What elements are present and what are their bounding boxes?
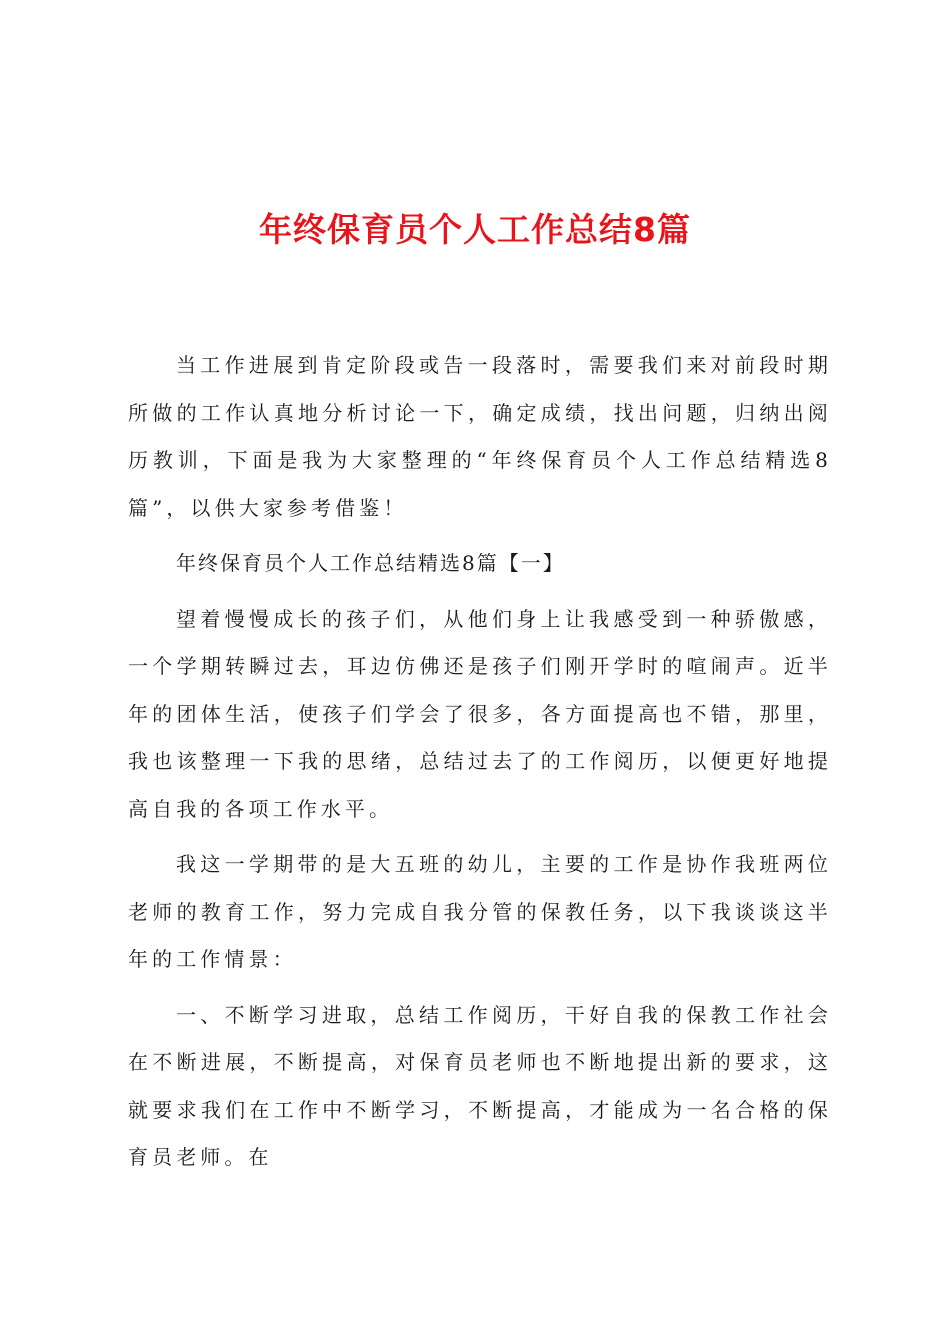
document-title: 年终保育员个人工作总结8篇 [259, 210, 691, 249]
body-paragraph: 我这一学期带的是大五班的幼儿，主要的工作是协作我班两位老师的教育工作，努力完成自我分管的保教任务，以下我谈谈这半年的工作情景： [128, 852, 832, 971]
intro-paragraph: 当工作进展到肯定阶段或告一段落时，需要我们来对前段时期所做的工作认真地分析讨论一下，确定成绩，找出问题，归纳出阅历教训，下面是我为大家整理的“年终保育员个人工作总结精选8篇”，以供大家参考借鉴！ [128, 353, 832, 520]
document-body [128, 342, 832, 1190]
body-paragraph: 望着慢慢成长的孩子们，从他们身上让我感受到一种骄傲感，一个学期转瞬过去，耳边仿佛还是孩子们刚开学时的喧闹声。近半年的团体生活，使孩子们学会了很多，各方面提高也不错，那里，我也该整理一下我的思绪，总结过去了的工作阅历，以便更好地提高自我的各项工作水平。 [128, 606, 832, 821]
section-heading: 年终保育员个人工作总结精选8篇【一】 [176, 551, 565, 575]
body-paragraph: 一、不断学习进取，总结工作阅历，干好自我的保教工作社会在不断进展，不断提高，对保育员老师也不断地提出新的要求，这就要求我们在工作中不断学习，不断提高，才能成为一名合格的保育员老师。在 [128, 1002, 832, 1169]
